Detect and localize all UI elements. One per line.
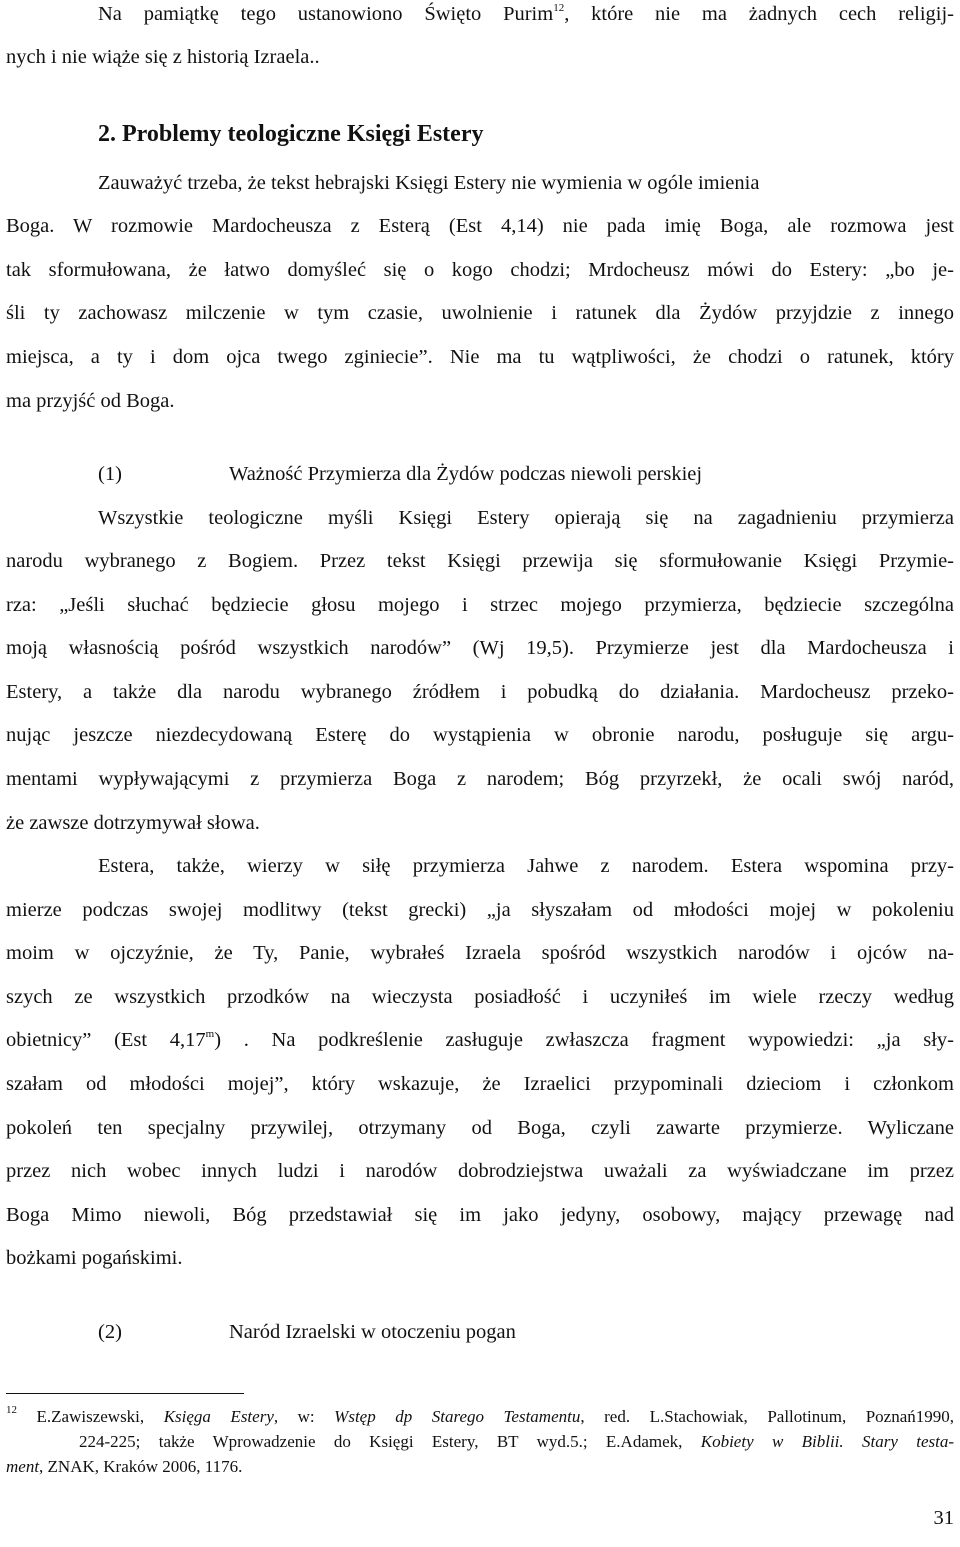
- paragraph-line: tak sformułowana, że łatwo domyśleć się o kogo chodzi; Mrdocheusz mówi do Estery: „bo je-: [6, 259, 954, 281]
- page-number: 31: [933, 1507, 954, 1529]
- paragraph-line: Estery, a także dla narodu wybranego źródłem i pobudką do działania. Mardocheusz przeko-: [6, 681, 954, 703]
- text-run: ) . Na podkreślenie zasługuje zwłaszcza fragment wypowiedzi: „ja sły-: [214, 1029, 954, 1051]
- text-run-italic: Wstęp dp Starego Testamentu: [334, 1407, 581, 1426]
- footnote-number: 12: [6, 1404, 17, 1416]
- paragraph-line: szałam od młodości mojej”, który wskazuje, że Izraelici przypominali dzieciom i członkom: [6, 1073, 954, 1095]
- verse-superscript: m: [205, 1028, 215, 1040]
- paragraph-line: szych ze wszystkich przodków na wieczysta posiadłość i uczyniłeś im wiele rzeczy według: [6, 986, 954, 1008]
- paragraph-line: moją własnością pośród wszystkich narodów” (Wj 19,5). Przymierze jest dla Mardocheusza i: [6, 637, 954, 659]
- paragraph-line: pokoleń ten specjalny przywilej, otrzymany od Boga, czyli zawarte przymierze. Wyliczane: [6, 1117, 954, 1139]
- text-run: , w:: [273, 1407, 335, 1426]
- paragraph-line: nując jeszcze niezdecydowaną Esterę do wystąpienia w obronie narodu, posługuje się argu-: [6, 724, 954, 746]
- text-run-italic: Księga Estery: [163, 1407, 274, 1426]
- paragraph-line: moim w ojczyźnie, że Ty, Panie, wybrałeś Izraela spośród wszystkich narodów i ojców na-: [6, 942, 954, 964]
- paragraph-line: Zauważyć trzeba, że tekst hebrajski Księgi Estery nie wymienia w ogóle imienia: [98, 172, 760, 194]
- paragraph-line: przez nich wobec innych ludzi i narodów dobrodziejstwa uważali za wyświadczane im przez: [6, 1160, 954, 1182]
- text-run: obietnicy” (Est 4,17: [6, 1029, 206, 1051]
- text-run: 224-225; także Wprowadzenie do Księgi Estery, BT wyd.5.; E.Adamek,: [79, 1432, 701, 1451]
- paragraph-line: śli ty zachowasz milczenie w tym czasie, uwolnienie i ratunek dla Żydów przyjdzie z innego: [6, 302, 954, 324]
- text-run: , red. L.Stachowiak, Pallotinum, Poznań1990,: [580, 1407, 955, 1426]
- footnote-line: [6, 1456, 242, 1478]
- footnote-reference[interactable]: 12: [553, 2, 565, 14]
- subsection-number: (2): [98, 1321, 122, 1343]
- paragraph-line: [98, 2, 954, 26]
- paragraph-line: rza: „Jeśli słuchać będziecie głosu mojego i strzec mojego przymierza, będziecie szczególna: [6, 594, 954, 616]
- paragraph-line: mentami wypływającymi z przymierza Boga z narodem; Bóg przyrzekł, że ocali swój naród,: [6, 768, 954, 790]
- text-run: , ZNAK, Kraków 2006, 1176.: [39, 1457, 243, 1476]
- text-run: E.Zawiszewski,: [17, 1407, 164, 1426]
- paragraph-line: Boga. W rozmowie Mardocheusza z Esterą (Est 4,14) nie pada imię Boga, ale rozmowa jest: [6, 215, 954, 237]
- section-heading: 2. Problemy teologiczne Księgi Estery: [98, 121, 484, 147]
- paragraph-line: Boga Mimo niewoli, Bóg przedstawiał się im jako jedyny, osobowy, mający przewagę nad: [6, 1204, 954, 1226]
- paragraph-line: mierze podczas swojej modlitwy (tekst grecki) „ja słyszałam od młodości mojej w pokoleniu: [6, 899, 954, 921]
- paragraph-line: ma przyjść od Boga.: [6, 390, 175, 412]
- text-run: , które nie ma żadnych cech religij-: [564, 3, 954, 25]
- footnote-line: [6, 1406, 954, 1428]
- footnote-separator: [6, 1393, 244, 1394]
- paragraph-line: nych i nie wiąże się z historią Izraela..: [6, 46, 320, 68]
- paragraph-line: narodu wybranego z Bogiem. Przez tekst Księgi przewija się sformułowanie Księgi Przymie-: [6, 550, 954, 572]
- paragraph-line: Estera, także, wierzy w siłę przymierza Jahwe z narodem. Estera wspomina przy-: [98, 855, 954, 877]
- subsection-title: Ważność Przymierza dla Żydów podczas niewoli perskiej: [229, 463, 703, 485]
- footnote-line: [79, 1431, 954, 1453]
- text-run-italic: Kobiety w Biblii. Stary testa-: [700, 1432, 954, 1451]
- text-run-italic: ment: [6, 1457, 40, 1476]
- subsection-title: Naród Izraelski w otoczeniu pogan: [229, 1321, 516, 1343]
- paragraph-line: że zawsze dotrzymywał słowa.: [6, 812, 260, 834]
- paragraph-line: [6, 1028, 954, 1052]
- paragraph-line: Wszystkie teologiczne myśli Księgi Estery opierają się na zagadnieniu przymierza: [98, 507, 954, 529]
- text-run: Na pamiątkę tego ustanowiono Święto Purim: [98, 3, 554, 25]
- paragraph-line: miejsca, a ty i dom ojca twego zginiecie”. Nie ma tu wątpliwości, że chodzi o ratunek, który: [6, 346, 954, 368]
- paragraph-line: bożkami pogańskimi.: [6, 1247, 183, 1269]
- subsection-number: (1): [98, 463, 122, 485]
